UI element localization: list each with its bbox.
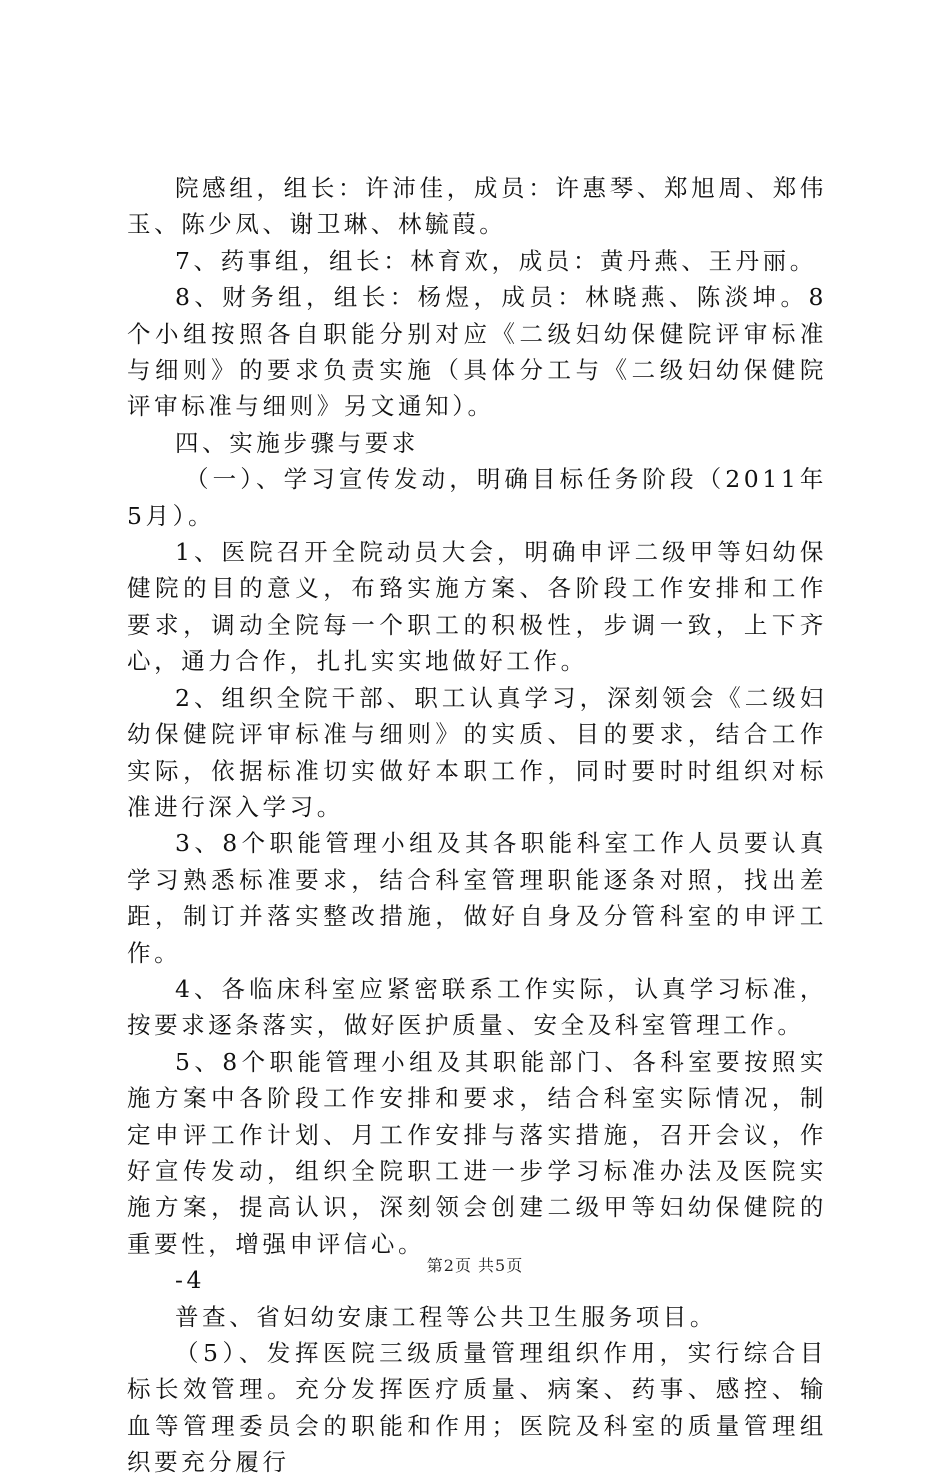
list-item-5: 5、8个职能管理小组及其职能部门、各科室要按照实施方案中各阶段工作安排和要求，结合科室实际情况，制定申评工作计划、月工作安排与落实措施，召开会议，作好宣传发动，组织全院职工进一步学习标准办法及医院实施方案，提高认识，深刻领会创建二级甲等妇幼保健院的重要性，增强申评信心。: [127, 1047, 827, 1258]
document-body: [127, 170, 827, 1481]
list-item-2: 2、组织全院干部、职工认真学习，深刻领会《二级妇幼保健院评审标准与细则》的实质、目的要求，结合工作实际，依据标准切实做好本职工作，同时要时时组织对标准进行深入学习。: [127, 683, 827, 821]
list-item-3: 3、8个职能管理小组及其各职能科室工作人员要认真学习熟悉标准要求，结合科室管理职能逐条对照，找出差距，制订并落实整改措施，做好自身及分管科室的申评工作。: [127, 829, 827, 967]
page-break-marker: -4: [175, 1266, 206, 1295]
list-item-1: 1、医院召开全院动员大会，明确申评二级甲等妇幼保健院的目的意义，布臵实施方案、各阶段工作安排和工作要求，调动全院每一个职工的积极性，步调一致，上下齐心，通力合作，扎扎实实地做好工作。: [127, 538, 827, 676]
page-indicator: 第2页 共5页: [426, 1256, 524, 1275]
paragraph-pharmacy-group: 7、药事组，组长：林育欢，成员：黄丹燕、王丹丽。: [175, 246, 817, 275]
section-heading-steps: 四、实施步骤与要求: [175, 428, 419, 457]
paragraph-finance-group: 8、财务组，组长：杨煜，成员：林晓燕、陈淡坤。8个小组按照各自职能分别对应《二级妇幼保健院评审标准与细则》的要求负责实施（具体分工与《二级妇幼保健院评审标准与细则》另文通知）。: [127, 283, 827, 421]
list-item-5-quality: （5）、发挥医院三级质量管理组织作用，实行综合目标长效管理。充分发挥医疗质量、病案、药事、感控、输血等管理委员会的职能和作用；医院及科室的质量管理组织要充分履行: [127, 1339, 827, 1477]
paragraph-continuation: 普查、省妇幼安康工程等公共卫生服务项目。: [175, 1302, 717, 1331]
subsection-heading-stage-one: （一）、学习宣传发动，明确目标任务阶段（2011年5月）。: [127, 465, 827, 530]
list-item-4: 4、各临床科室应紧密联系工作实际，认真学习标准，按要求逐条落实，做好医护质量、安全及科室管理工作。: [127, 974, 827, 1040]
page-footer: [0, 1256, 950, 1276]
paragraph-infection-group: 院感组，组长：许沛佳，成员：许惠琴、郑旭周、郑伟玉、陈少凤、谢卫琳、林毓葭。: [127, 174, 827, 239]
